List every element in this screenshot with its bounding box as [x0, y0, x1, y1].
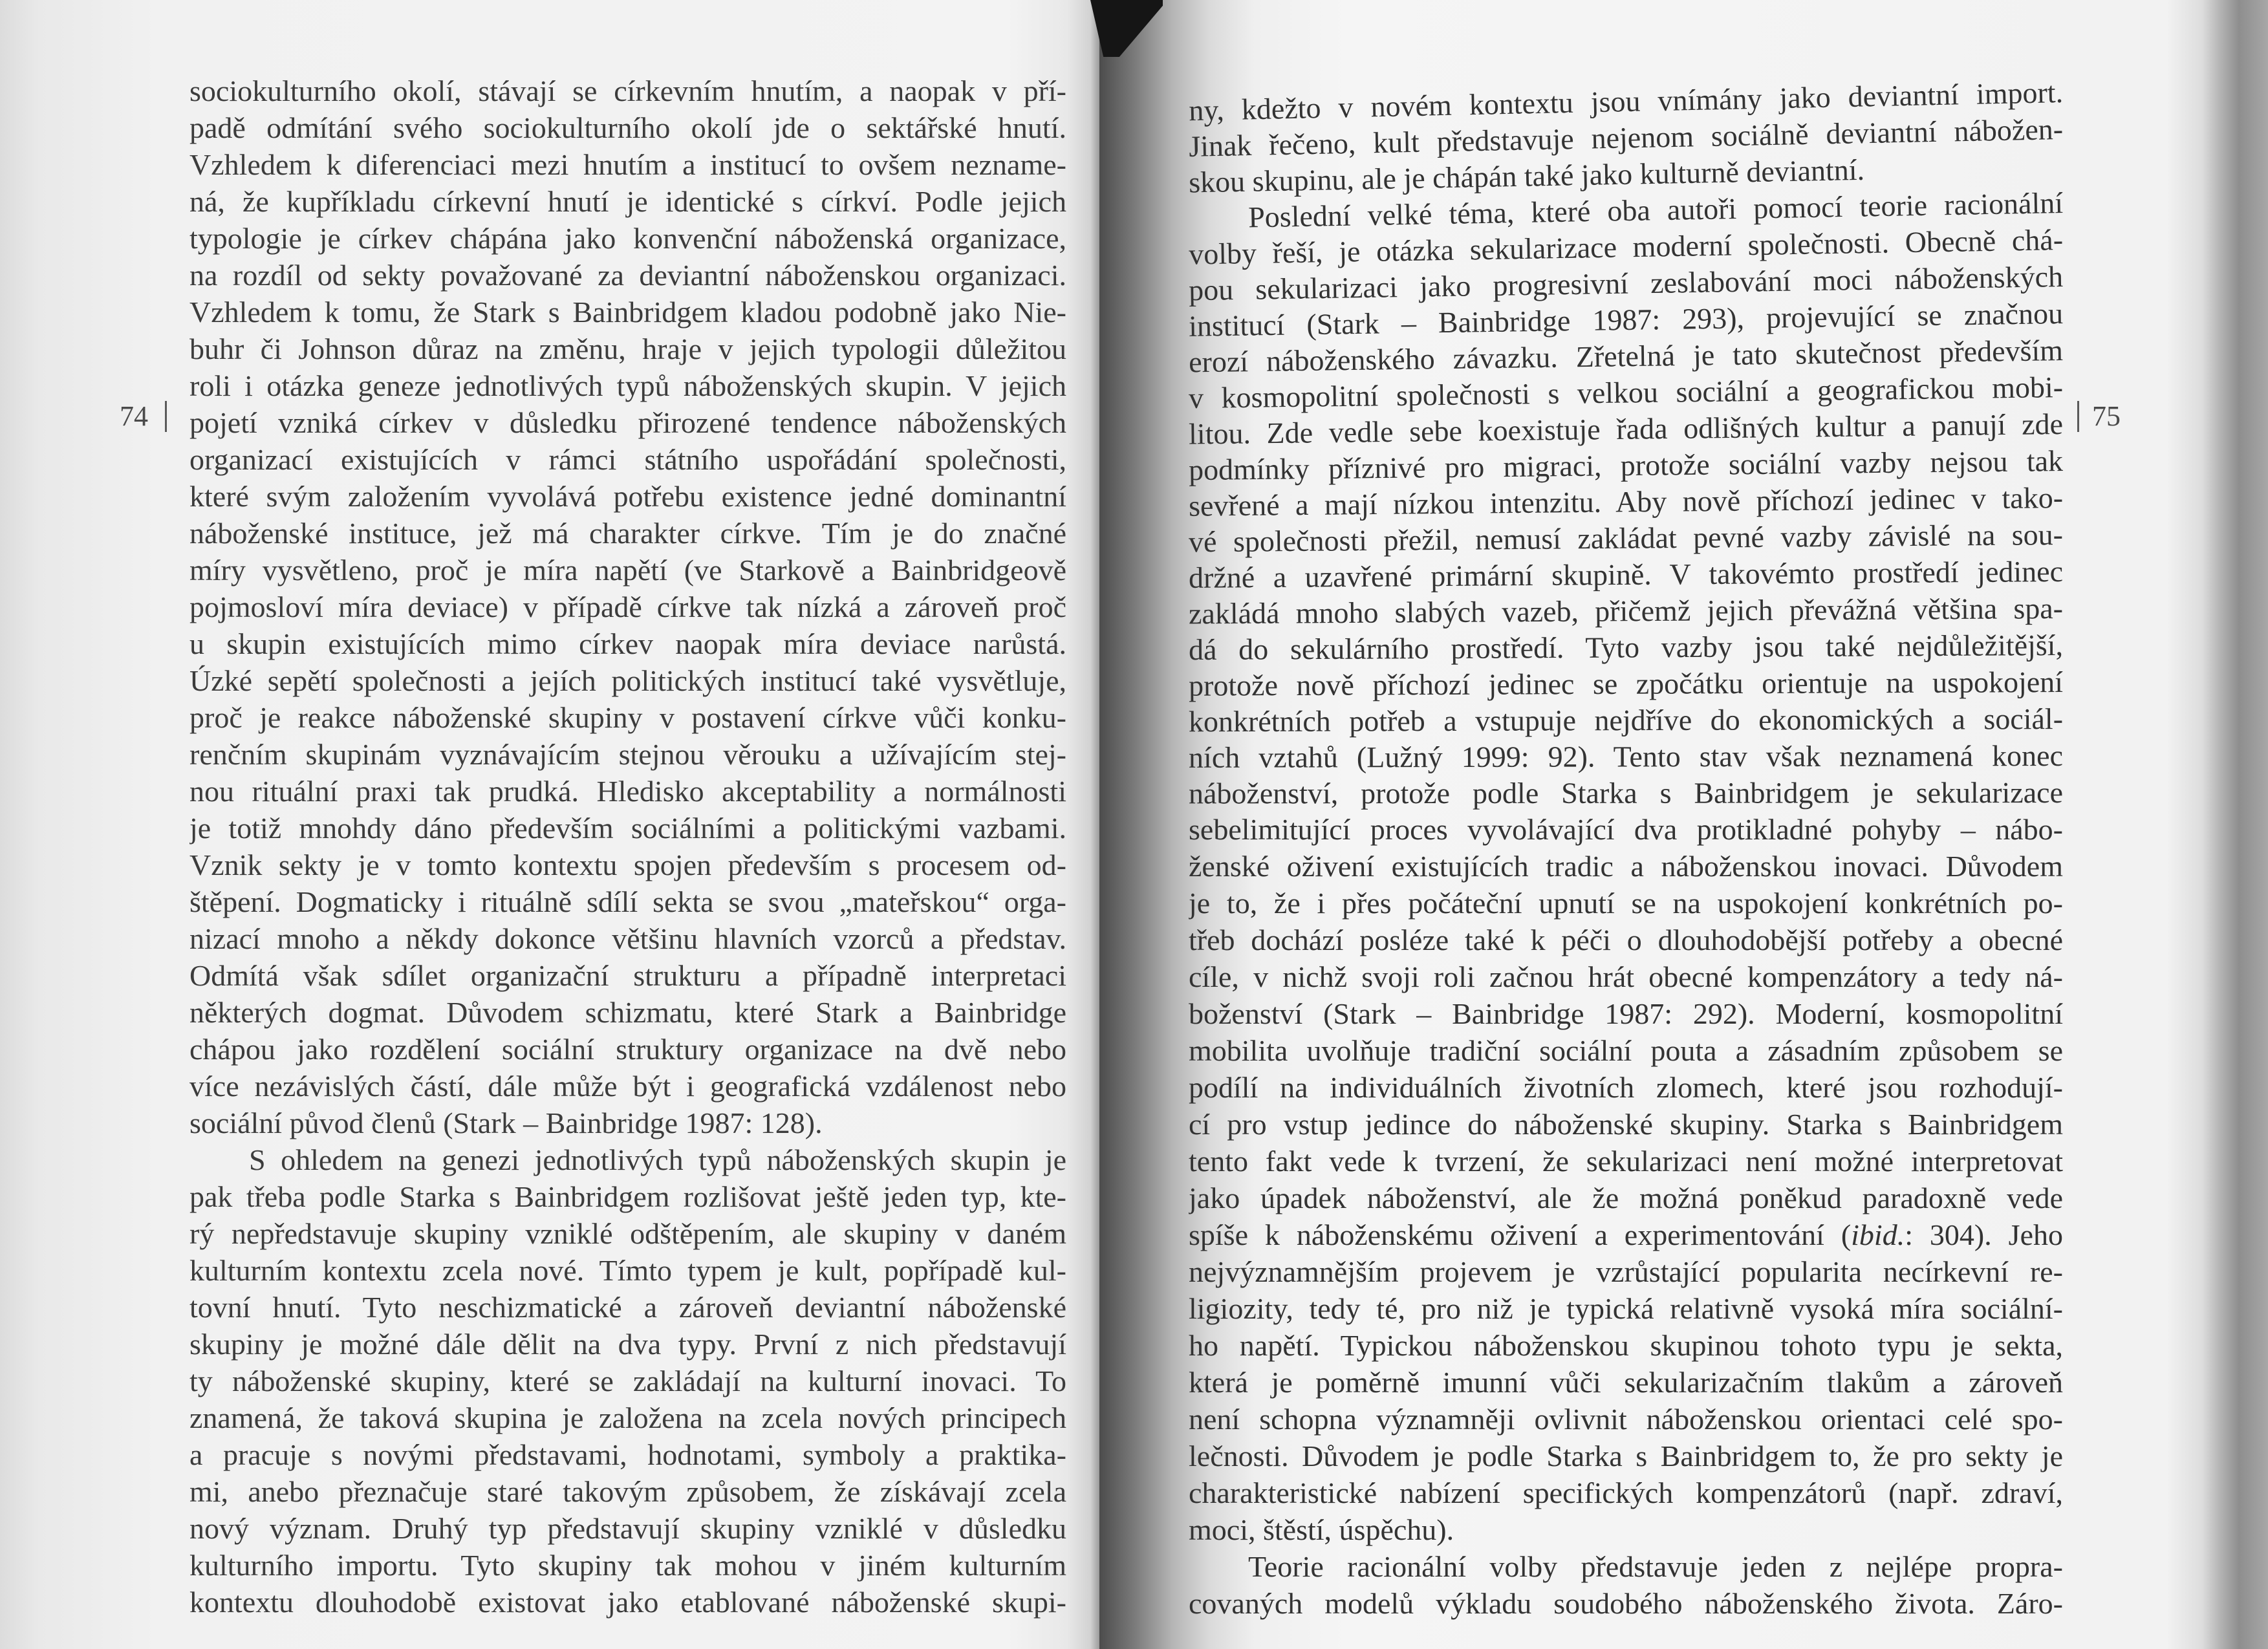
- paragraph: [1189, 184, 2063, 1548]
- text-line: institucí (Stark – Bainbridge 1987: 293), projevující se značnou: [1188, 297, 2064, 343]
- text-line: štěpení. Dogmaticky i rituálně sdílí sekta se svou „mateřskou“ orga-: [189, 885, 1066, 918]
- text-line: Vzhledem k diferenciaci mezi hnutím a institucí to ovšem nezname-: [189, 148, 1066, 181]
- text-line: na rozdíl od sekty považované za deviantní náboženskou organizaci.: [189, 259, 1066, 292]
- text-line: která je poměrně imunní vůči sekularizačním tlakům a zároveň: [1189, 1366, 2063, 1399]
- text-line: Jinak řečeno, kult představuje nejenom sociálně deviantní nábožen-: [1188, 113, 2064, 163]
- paragraph: [1188, 74, 2064, 199]
- text-line: podílí na individuálních životních zlomech, které jsou rozhodují-: [1189, 1071, 2063, 1104]
- text-line: moci, štěstí, úspěchu).: [1189, 1513, 1454, 1546]
- text-line: Úzké sepětí společnosti a jejích politických institucí také vysvětluje,: [189, 664, 1066, 697]
- text-line: nou rituální praxi tak prudká. Hledisko akceptability a normálnosti: [189, 775, 1066, 808]
- text-line: skou skupinu, ale je chápán také jako kulturně deviantní.: [1188, 153, 1865, 199]
- text-line: náboženské instituce, jež má charakter církve. Tím je do značné: [189, 517, 1066, 550]
- text-line: sociokulturního okolí, stávají se církevním hnutím, a naopak v pří-: [189, 74, 1066, 107]
- paragraph: [1189, 1548, 2063, 1622]
- text-line: kontextu dlouhodobě existovat jako etablované náboženské skupi-: [189, 1586, 1066, 1619]
- page-number-rule: [165, 401, 167, 432]
- text-line: ty náboženské skupiny, které se zakládají na kulturní inovaci. To: [189, 1364, 1066, 1397]
- text-line: ligiozity, tedy té, pro niž je typická relativně vysoká míra sociální-: [1189, 1292, 2063, 1325]
- text-line: sociální původ členů (Stark – Bainbridge 1987: 128).: [189, 1106, 823, 1139]
- text-line: některých dogmat. Důvodem schizmatu, které Stark a Bainbridge: [189, 996, 1066, 1029]
- text-line: skupiny je možné dále dělit na dva typy. První z nich představují: [189, 1328, 1066, 1361]
- text-line: pak třeba podle Starka s Bainbridgem rozlišovat ještě jeden typ, kte-: [189, 1180, 1066, 1213]
- text-line: buhr či Johnson důraz na změnu, hraje v jejich typologii důležitou: [189, 332, 1066, 365]
- text-line: třeb dochází posléze také k péči o dlouhodobější potřeby a obecné: [1189, 923, 2063, 956]
- text-line: charakteristické nabízení specifických kompenzátorů (např. zdraví,: [1189, 1476, 2063, 1509]
- text-line: proč je reakce náboženské skupiny v postavení církve vůči konku-: [189, 701, 1066, 734]
- text-line: držné a uzavřené primární skupině. V takovémto prostředí jedinec: [1188, 555, 2064, 594]
- text-line: kulturního importu. Tyto skupiny tak mohou v jiném kulturním: [189, 1549, 1066, 1582]
- text-line: je totiž mnohdy dáno především sociálními a politickými vazbami.: [189, 812, 1066, 845]
- text-line: boženství (Stark – Bainbridge 1987: 292). Moderní, kosmopolitní: [1189, 997, 2063, 1030]
- text-line: roli i otázka geneze jednotlivých typů náboženských skupin. V jejich: [189, 369, 1066, 402]
- text-line: nový význam. Druhý typ představují skupiny vzniklé v důsledku: [189, 1512, 1066, 1545]
- text-line: ny, kdežto v novém kontextu jsou vnímány jako deviantní import.: [1188, 76, 2064, 127]
- right-page-text: [1189, 74, 2063, 1622]
- text-line: erozí náboženského závazku. Zřetelná je tato skutečnost především: [1188, 334, 2064, 379]
- text-line: renčním skupinám vyznávajícím stejnou věrouku a užívajícím stej-: [189, 738, 1066, 771]
- text-line: S ohledem na genezi jednotlivých typů náboženských skupin je: [249, 1143, 1066, 1176]
- paragraph: [189, 72, 1066, 1141]
- text-line: konkrétních potřeb a vstupuje nejdříve do ekonomických a sociál-: [1188, 702, 2064, 738]
- text-line: pojetí vzniká církev v důsledku přirozené tendence náboženských: [189, 406, 1066, 439]
- text-line: jako úpadek náboženství, ale že možná poněkud paradoxně vede: [1189, 1181, 2063, 1214]
- text-line: Odmítá však sdílet organizační strukturu a případně interpretaci: [189, 959, 1066, 992]
- italic-text: ibid.: [1851, 1218, 1905, 1251]
- text-line: rý nepředstavuje skupiny vzniklé odštěpením, ale skupiny v daném: [189, 1217, 1066, 1250]
- text-line: nejvýznamnějším projevem je vzrůstající popularita necírkevní re-: [1189, 1255, 2063, 1288]
- text-line: [1189, 1216, 2063, 1253]
- left-page-text: [189, 72, 1066, 1621]
- text-segment: spíše k náboženskému oživení a experimentování (: [1189, 1218, 1852, 1251]
- text-line: chápou jako rozdělení sociální struktury organizace na dvě nebo: [189, 1033, 1066, 1066]
- text-line: ho napětí. Typickou náboženskou skupinou tohoto typu je sekta,: [1189, 1329, 2063, 1362]
- text-line: podmínky příznivé pro migraci, protože sociální vazby nejsou tak: [1188, 444, 2064, 487]
- text-line: nizací mnoho a někdy dokonce většinu hlavních vzorců a představ.: [189, 922, 1066, 955]
- text-line: cíle, v nichž svoji roli začnou hrát obecné kompenzátory a tedy ná-: [1189, 960, 2063, 993]
- text-line: kulturním kontextu zcela nové. Tímto typem je kult, popřípadě kul-: [189, 1254, 1066, 1287]
- page-number: 74: [120, 400, 148, 432]
- text-line: protože nově příchozí jedinec se zpočátku orientuje na uspokojení: [1188, 665, 2064, 702]
- page-number-rule: [2077, 401, 2079, 432]
- text-line: a pracuje s novými představami, hodnotami, symboly a praktika-: [189, 1438, 1066, 1471]
- text-line: pou sekularizaci jako progresivní zeslabování moci náboženských: [1188, 260, 2064, 307]
- text-line: není schopna významněji ovlivnit náboženskou orientaci celé spo-: [1189, 1403, 2063, 1436]
- text-line: cí pro vstup jedince do náboženské skupiny. Starka s Bainbridgem: [1189, 1108, 2063, 1141]
- text-line: zakládá mnoho slabých vazeb, přičemž jejich převážná většina spa-: [1188, 592, 2064, 630]
- text-line: ná, že kupříkladu církevní hnutí je identické s církví. Podle jejich: [189, 185, 1066, 218]
- text-line: organizací existujících v rámci státního uspořádání společnosti,: [189, 443, 1066, 476]
- text-line: tovní hnutí. Tyto neschizmatické a zároveň deviantní náboženské: [189, 1291, 1066, 1324]
- text-line: vé společnosti přežil, nemusí zakládat pevné vazby závislé na sou-: [1188, 518, 2064, 559]
- text-line: Teorie racionální volby představuje jeden z nejlépe propra-: [1248, 1550, 2063, 1583]
- text-line: volby řeší, je otázka sekularizace moderní společnosti. Obecně chá-: [1188, 223, 2064, 271]
- text-line: které svým založením vyvolává potřebu existence jedné dominantní: [189, 480, 1066, 513]
- text-line: typologie je církev chápána jako konvenční náboženská organizace,: [189, 222, 1066, 255]
- text-line: pojmosloví míra deviace) v případě církve tak nízká a zároveň proč: [189, 590, 1066, 623]
- text-line: mobilita uvolňuje tradiční sociální pouta a zásadním způsobem se: [1189, 1034, 2063, 1067]
- text-line: ních vztahů (Lužný 1999: 92). Tento stav však neznamená konec: [1188, 739, 2064, 774]
- page-number: 75: [2092, 400, 2121, 432]
- text-line: Vznik sekty je v tomto kontextu spojen především s procesem od-: [189, 848, 1066, 881]
- text-line: tento fakt vede k tvrzení, že sekularizaci není možné interpretovat: [1189, 1145, 2063, 1178]
- text-line: sebelimitující proces vyvolávající dva protikladné pohyby – nábo-: [1189, 813, 2063, 846]
- text-line: náboženství, protože podle Starka s Bainbridgem je sekularizace: [1188, 776, 2064, 810]
- text-line: litou. Zde vedle sebe koexistuje řada odlišných kultur a panují zde: [1188, 407, 2064, 451]
- text-line: mi, anebo přeznačuje staré takovým způsobem, že získávají zcela: [189, 1475, 1066, 1508]
- text-line: znamená, že taková skupina je založena na zcela nových principech: [189, 1401, 1066, 1434]
- text-line: Vzhledem k tomu, že Stark s Bainbridgem kladou podobně jako Nie-: [189, 296, 1066, 329]
- text-segment: : 304). Jeho: [1905, 1218, 2063, 1251]
- text-line: míry vysvětleno, proč je míra napětí (ve Starkově a Bainbridgeově: [189, 554, 1066, 587]
- left-page-number: [120, 400, 167, 433]
- text-line: ženské oživení existujících tradic a náboženskou inovaci. Důvodem: [1189, 850, 2063, 883]
- text-line: lečnosti. Důvodem je podle Starka s Bainbridgem to, že pro sekty je: [1189, 1439, 2063, 1472]
- paragraph: [189, 1141, 1066, 1621]
- text-line: je to, že i přes počáteční upnutí se na uspokojení konkrétních po-: [1189, 887, 2063, 920]
- text-line: více nezávislých částí, dále může být i geografická vzdálenost nebo: [189, 1070, 1066, 1103]
- text-line: covaných modelů výkladu soudobého náboženského života. Záro-: [1189, 1587, 2063, 1620]
- text-line: dá do sekulárního prostředí. Tyto vazby jsou také nejdůležitější,: [1188, 629, 2064, 667]
- text-line: sevřené a mají nízkou intenzitu. Aby nově příchozí jedinec v tako-: [1188, 481, 2064, 523]
- text-line: v kosmopolitní společnosti s velkou sociální a geografickou mobi-: [1188, 371, 2064, 415]
- text-line: padě odmítání svého sociokulturního okolí jde o sektářské hnutí.: [189, 111, 1066, 144]
- text-line: u skupin existujících mimo církev naopak míra deviace narůstá.: [189, 627, 1066, 660]
- right-page-number: [2077, 400, 2121, 433]
- text-line: Poslední velké téma, které oba autoři pomocí teorie racionální: [1247, 186, 2064, 234]
